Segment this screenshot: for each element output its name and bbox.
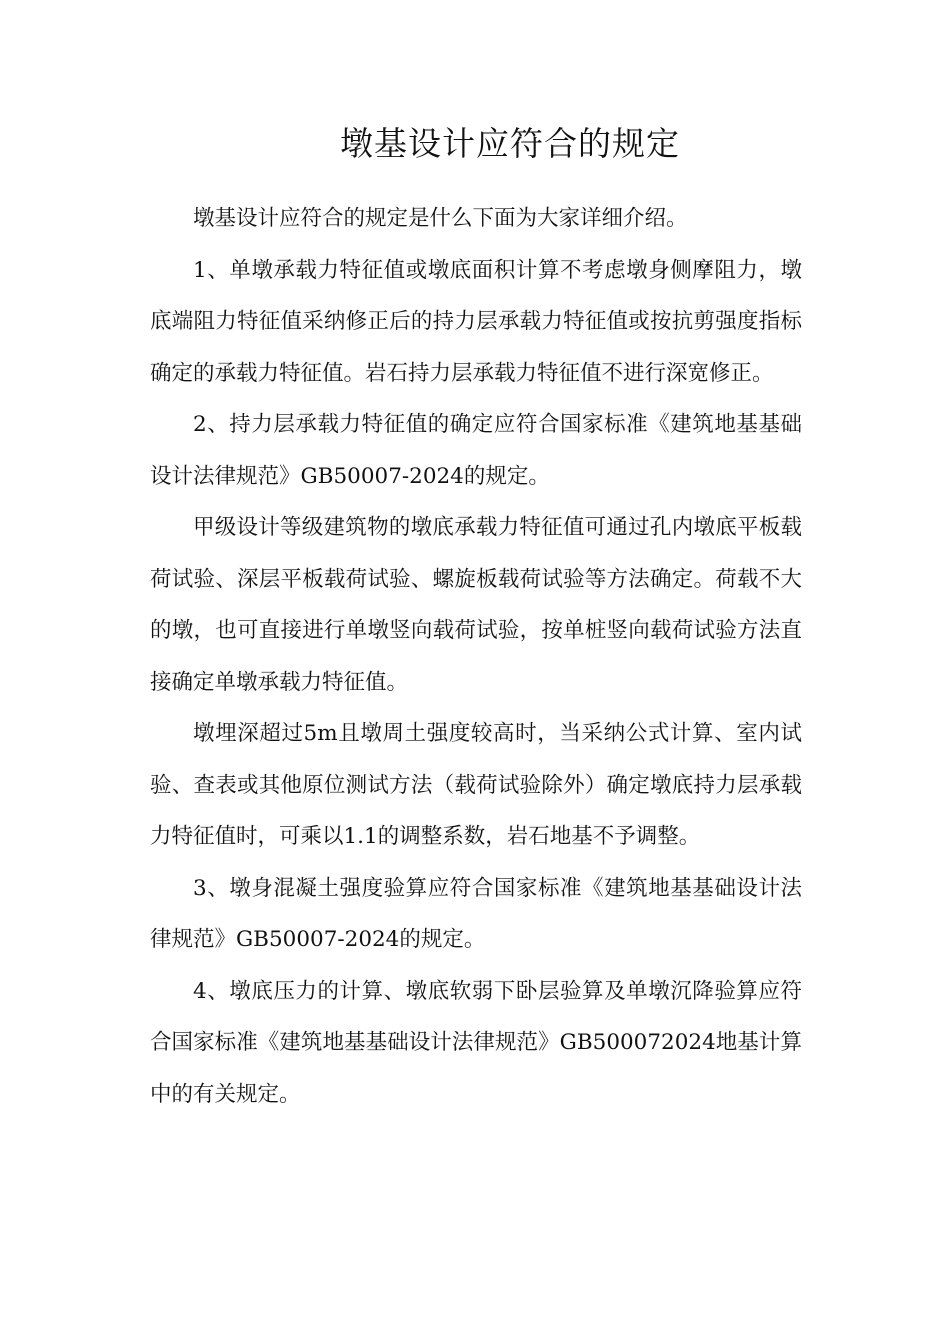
document-body (150, 193, 802, 1120)
paragraph-item-1: 1、单墩承载力特征值或墩底面积计算不考虑墩身侧摩阻力，墩底端阻力特征值采纳修正后的持力层承载力特征值或按抗剪强度指标确定的承载力特征值。岩石持力层承载力特征值不进行深宽修正。 (150, 257, 802, 386)
paragraph-intro: 墩基设计应符合的规定是什么下面为大家详细介绍。 (193, 206, 688, 231)
paragraph-item-2: 2、持力层承载力特征值的确定应符合国家标准《建筑地基基础设计法律规范》GB50007-2024的规定。 (150, 412, 802, 489)
paragraph-item-3: 3、墩身混凝土强度验算应符合国家标准《建筑地基基础设计法律规范》GB50007-2024的规定。 (150, 875, 802, 952)
document-title: 墩基设计应符合的规定 (340, 124, 680, 163)
paragraph-grade-a-test: 甲级设计等级建筑物的墩底承载力特征值可通过孔内墩底平板载荷试验、深层平板载荷试验、螺旋板载荷试验等方法确定。荷载不大的墩，也可直接进行单墩竖向载荷试验，按单桩竖向载荷试验方法直接确定单墩承载力特征值。 (150, 515, 802, 695)
paragraph-depth-adjustment: 墩埋深超过5m且墩周土强度较高时，当采纳公式计算、室内试验、查表或其他原位测试方法（载荷试验除外）确定墩底持力层承载力特征值时，可乘以1.1的调整系数，岩石地基不予调整。 (150, 721, 802, 849)
paragraph-item-4: 4、墩底压力的计算、墩底软弱下卧层验算及单墩沉降验算应符合国家标准《建筑地基基础设计法律规范》GB500072024地基计算中的有关规定。 (150, 978, 802, 1107)
